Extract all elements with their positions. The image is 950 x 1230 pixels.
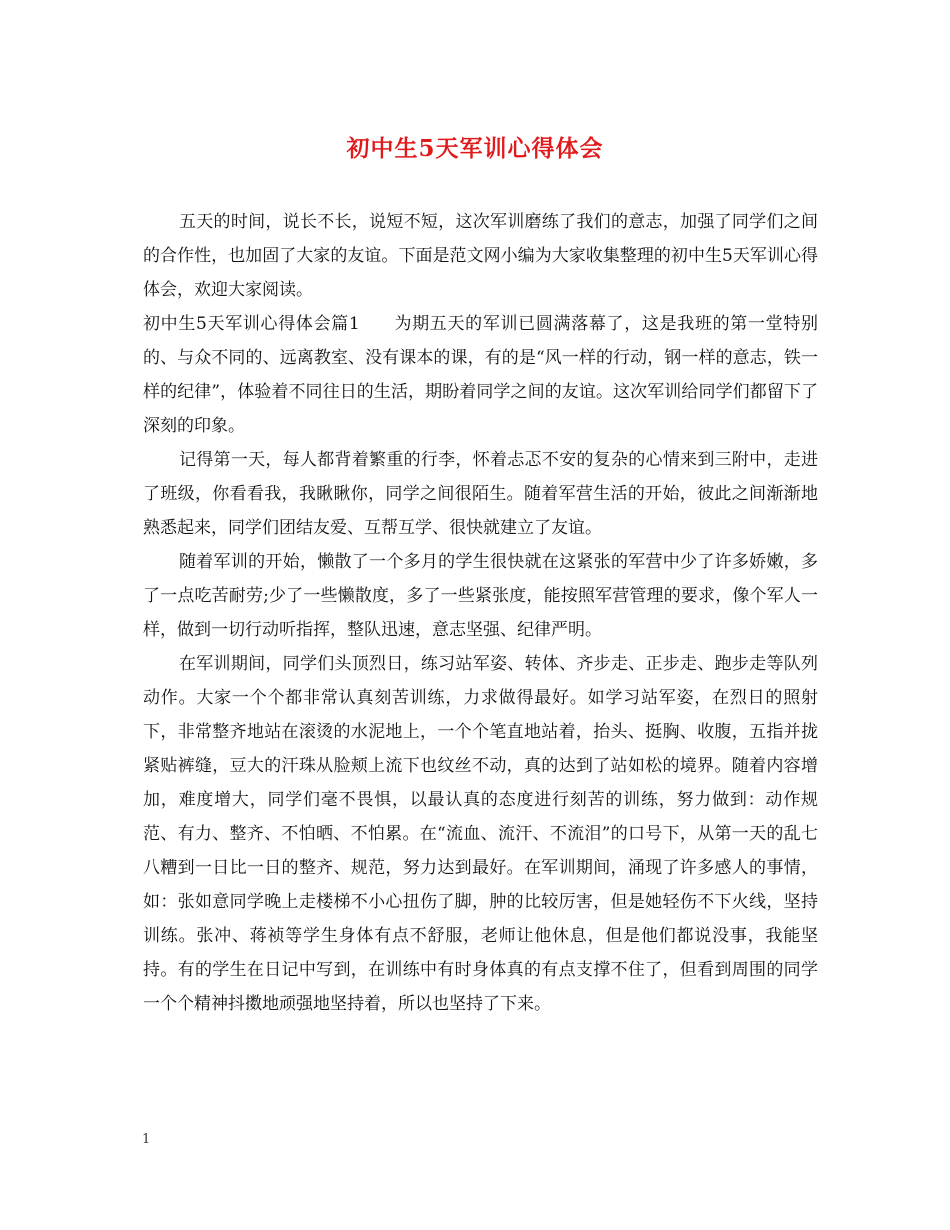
section-first-paragraph: 为期五天的军训已圆满落幕了，这是我班的第一堂特别的、与众不同的、远离教室、没有课本的课，有的是“风一样的行动，钢一样的意志，铁一样的纪律”，体验着不同往日的生活，期盼着同学之间的友谊。这次军训给同学们都留下了深刻的印象。 [143, 314, 819, 436]
body-paragraph: 随着军训的开始，懒散了一个多月的学生很快就在这紧张的军营中少了许多娇嫩，多了一点吃苦耐劳;少了一些懒散度，多了一些紧张度，能按照军营管理的要求，像个军人一样，做到一切行动听指挥，整队迅速，意志坚强、纪律严明。 [143, 552, 818, 640]
intro-paragraph: 五天的时间，说长不长，说短不短，这次军训磨练了我们的意志，加强了同学们之间的合作性，也加固了大家的友谊。下面是范文网小编为大家收集整理的初中生5天军训心得体会，欢迎大家阅读。 [143, 212, 818, 300]
document-body [143, 205, 818, 1021]
section-heading: 初中生5天军训心得体会篇1 [143, 314, 360, 334]
document-title: 初中生5天军训心得体会 [346, 135, 604, 162]
body-paragraph: 在军训期间，同学们头顶烈日，练习站军姿、转体、齐步走、正步走、跑步走等队列动作。大家一个个都非常认真刻苦训练，力求做得最好。如学习站军姿，在烈日的照射下，非常整齐地站在滚烫的水泥地上，一个个笔直地站着，抬头、挺胸、收腹，五指并拢紧贴裤缝，豆大的汗珠从脸颊上流下也纹丝不动，真的达到了站如松的境界。随着内容增加，难度增大，同学们毫不畏惧，以最认真的态度进行刻苦的训练，努力做到：动作规范、有力、整齐、不怕晒、不怕累。在“流血、流汗、不流泪”的口号下，从第一天的乱七八糟到一日比一日的整齐、规范，努力达到最好。在军训期间，涌现了许多感人的事情，如：张如意同学晚上走楼梯不小心扭伤了脚，肿的比较厉害，但是她轻伤不下火线，坚持训练。张冲、蒋祯等学生身体有点不舒服，老师让他休息，但是他们都说没事，我能坚持。有的学生在日记中写到，在训练中有时身体真的有点支撑不住了，但看到周围的同学一个个精神抖擞地顽强地坚持着，所以也坚持了下来。 [143, 654, 818, 1014]
body-paragraph: 记得第一天，每人都背着繁重的行李，怀着忐忑不安的复杂的心情来到三附中，走进了班级，你看看我，我瞅瞅你，同学之间很陌生。随着军营生活的开始，彼此之间渐渐地熟悉起来，同学们团结友爱、互帮互学、很快就建立了友谊。 [143, 450, 818, 538]
section-paragraph [143, 307, 818, 443]
page-number: 1 [142, 1132, 151, 1147]
